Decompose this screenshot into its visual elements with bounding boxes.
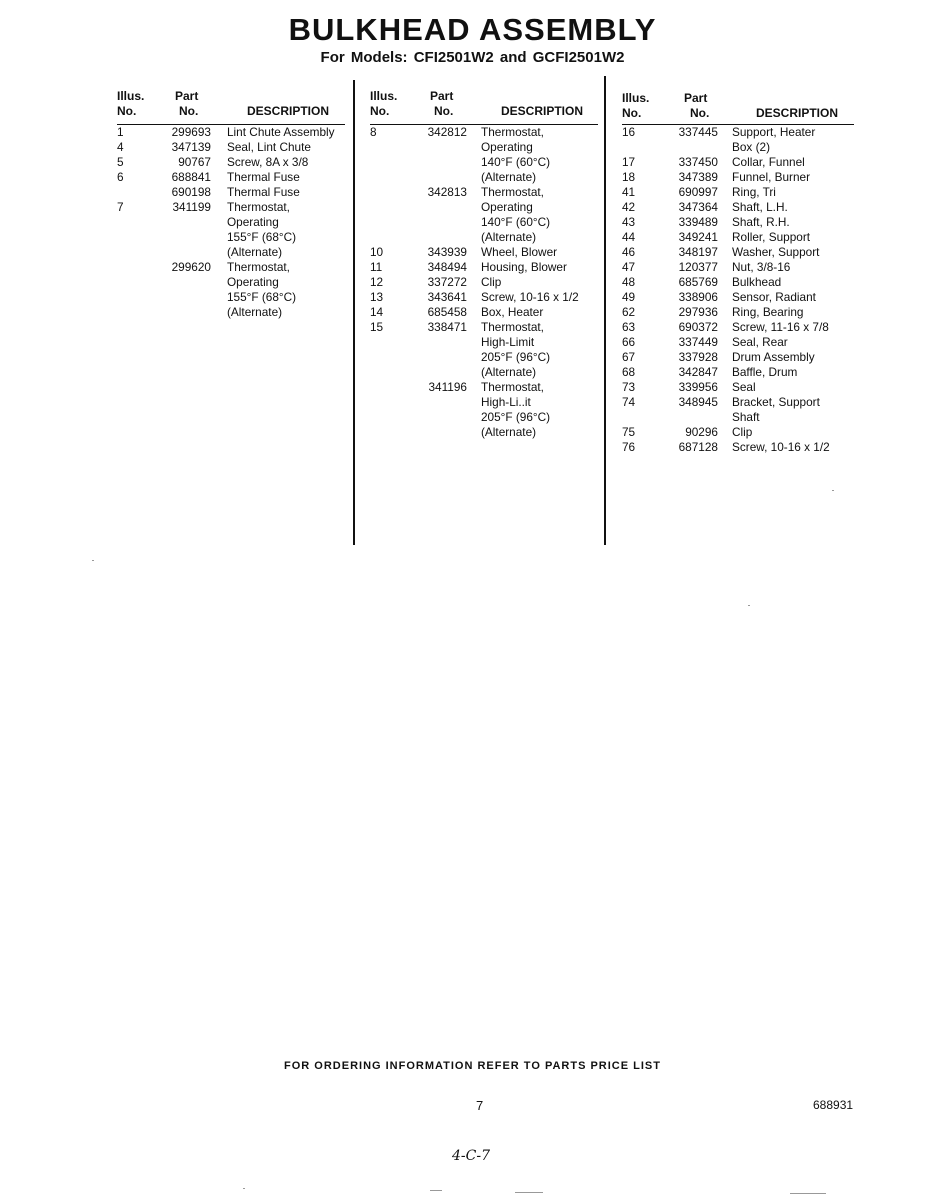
- illus-number: 14: [370, 305, 384, 319]
- scan-speck: [790, 1193, 826, 1194]
- page-subtitle: For Models: CFI2501W2 and GCFI2501W2: [320, 49, 625, 66]
- table-row: [370, 245, 598, 260]
- table-row: [117, 125, 345, 140]
- table-row: [622, 275, 854, 290]
- page-title: BULKHEAD ASSEMBLY: [288, 12, 657, 47]
- part-description: Ring, Bearing: [732, 305, 804, 319]
- header-description: DESCRIPTION: [501, 104, 584, 118]
- part-description: Operating: [227, 215, 279, 229]
- part-number: 337928: [678, 350, 718, 364]
- part-description: Funnel, Burner: [732, 170, 811, 184]
- part-number: 120377: [678, 260, 718, 274]
- table-row: [370, 365, 598, 380]
- table-row: [370, 320, 598, 335]
- part-description: Shaft, R.H.: [732, 215, 790, 229]
- part-description: 205°F (96°C): [481, 350, 551, 364]
- part-number: 347364: [678, 200, 718, 214]
- table-row: [117, 215, 345, 230]
- parts-column-1: [117, 88, 345, 320]
- table-row: [622, 155, 854, 170]
- table-row: [117, 290, 345, 305]
- illus-number: 73: [622, 380, 636, 394]
- table-row: [622, 140, 854, 155]
- column-header: [117, 88, 345, 125]
- part-description: Ring, Tri: [732, 185, 776, 199]
- part-description: Shaft: [732, 410, 760, 424]
- table-row: [622, 125, 854, 140]
- part-description: Support, Heater: [732, 125, 816, 139]
- part-description: Thermostat,: [227, 200, 290, 214]
- illus-number: 1: [117, 125, 124, 139]
- table-row: [370, 230, 598, 245]
- table-row: [370, 140, 598, 155]
- illus-number: 66: [622, 335, 636, 349]
- part-number: 90767: [178, 155, 211, 169]
- header-part-1: Part: [430, 89, 454, 103]
- header-illus-2: No.: [117, 104, 137, 118]
- part-number: 299620: [171, 260, 211, 274]
- illus-number: 48: [622, 275, 636, 289]
- table-row: [370, 185, 598, 200]
- table-row: [622, 365, 854, 380]
- parts-column-3: [622, 88, 854, 455]
- part-number: 299693: [171, 125, 211, 139]
- part-number: 341199: [172, 200, 211, 214]
- illus-number: 76: [622, 440, 636, 454]
- part-number: 337445: [678, 125, 718, 139]
- part-description: (Alternate): [227, 305, 283, 319]
- handwritten-note: 4-C-7: [452, 1148, 490, 1164]
- part-description: Screw, 10-16 x 1/2: [732, 440, 830, 454]
- table-row: [370, 155, 598, 170]
- illus-number: 17: [622, 155, 636, 169]
- parts-rows: [622, 125, 854, 455]
- table-row: [370, 410, 598, 425]
- illus-number: 68: [622, 365, 636, 379]
- illus-number: 5: [117, 155, 124, 169]
- part-description: Thermostat,: [227, 260, 290, 274]
- illus-number: 18: [622, 170, 636, 184]
- illus-number: 10: [370, 245, 384, 259]
- scan-speck: [748, 605, 750, 606]
- part-description: (Alternate): [481, 425, 537, 439]
- table-row: [370, 290, 598, 305]
- part-description: Sensor, Radiant: [732, 290, 816, 304]
- column-divider-1: [353, 80, 355, 545]
- column-divider-2: [604, 76, 606, 545]
- table-row: [622, 170, 854, 185]
- part-number: 347389: [678, 170, 718, 184]
- table-row: [370, 305, 598, 320]
- table-row: [117, 260, 345, 275]
- part-number: 688841: [171, 170, 211, 184]
- table-row: [622, 425, 854, 440]
- part-description: Seal: [732, 380, 756, 394]
- table-row: [117, 140, 345, 155]
- part-number: 348945: [678, 395, 718, 409]
- table-row: [117, 200, 345, 215]
- table-row: [370, 125, 598, 140]
- part-description: 205°F (96°C): [481, 410, 551, 424]
- part-number: 348197: [678, 245, 718, 259]
- part-description: Lint Chute Assembly: [227, 125, 335, 139]
- header-part-2: No.: [690, 106, 710, 120]
- part-description: Washer, Support: [732, 245, 820, 259]
- illus-number: 7: [117, 200, 124, 214]
- table-row: [622, 230, 854, 245]
- part-description: Screw, 8A x 3/8: [227, 155, 309, 169]
- part-description: 140°F (60°C): [481, 215, 551, 229]
- header-description: DESCRIPTION: [756, 106, 839, 120]
- illus-number: 12: [370, 275, 384, 289]
- header-illus-2: No.: [370, 104, 390, 118]
- table-row: [370, 215, 598, 230]
- table-row: [622, 395, 854, 410]
- part-number: 687128: [678, 440, 718, 454]
- header-part-1: Part: [175, 89, 199, 103]
- part-description: Shaft, L.H.: [732, 200, 788, 214]
- illus-number: 67: [622, 350, 636, 364]
- illus-number: 13: [370, 290, 384, 304]
- part-number: 337272: [427, 275, 467, 289]
- part-description: (Alternate): [481, 365, 537, 379]
- ordering-note: FOR ORDERING INFORMATION REFER TO PARTS PRICE LIST: [284, 1060, 661, 1072]
- part-description: Roller, Support: [732, 230, 811, 244]
- table-row: [370, 350, 598, 365]
- illus-number: 62: [622, 305, 636, 319]
- table-row: [117, 155, 345, 170]
- part-number: 342813: [427, 185, 467, 199]
- header-part-2: No.: [179, 104, 199, 118]
- part-description: Screw, 10-16 x 1/2: [481, 290, 579, 304]
- table-row: [370, 260, 598, 275]
- table-row: [622, 200, 854, 215]
- table-row: [622, 305, 854, 320]
- table-row: [117, 305, 345, 320]
- parts-column-2: [370, 88, 598, 440]
- illus-number: 8: [370, 125, 377, 139]
- table-row: [117, 275, 345, 290]
- part-description: Box (2): [732, 140, 771, 154]
- table-row: [370, 275, 598, 290]
- header-illus-2: No.: [622, 106, 642, 120]
- part-description: Thermostat,: [481, 320, 544, 334]
- part-number: 297936: [678, 305, 718, 319]
- table-row: [622, 320, 854, 335]
- illus-number: 16: [622, 125, 636, 139]
- part-description: 155°F (68°C): [227, 290, 297, 304]
- scan-speck: [515, 1192, 543, 1193]
- part-description: (Alternate): [227, 245, 283, 259]
- part-number: 690372: [678, 320, 718, 334]
- document-number: 688931: [813, 1098, 854, 1112]
- illus-number: 6: [117, 170, 124, 184]
- part-description: Operating: [227, 275, 279, 289]
- illus-number: 44: [622, 230, 636, 244]
- part-description: Thermostat,: [481, 125, 544, 139]
- table-row: [117, 230, 345, 245]
- illus-number: 46: [622, 245, 636, 259]
- part-number: 342812: [427, 125, 467, 139]
- header-illus-1: Illus.: [370, 89, 398, 103]
- table-row: [370, 170, 598, 185]
- part-description: Nut, 3/8-16: [732, 260, 791, 274]
- part-number: 342847: [678, 365, 718, 379]
- illus-number: 41: [622, 185, 636, 199]
- part-description: Housing, Blower: [481, 260, 567, 274]
- part-number: 90296: [685, 425, 718, 439]
- table-row: [622, 440, 854, 455]
- table-row: [622, 290, 854, 305]
- part-description: Clip: [732, 425, 753, 439]
- part-description: Thermostat,: [481, 380, 544, 394]
- part-description: (Alternate): [481, 170, 537, 184]
- table-row: [622, 335, 854, 350]
- parts-rows: [117, 125, 345, 320]
- part-description: Baffle, Drum: [732, 365, 798, 379]
- part-number: 349241: [678, 230, 718, 244]
- table-row: [622, 410, 854, 425]
- illus-number: 74: [622, 395, 636, 409]
- page-number: 7: [476, 1098, 484, 1113]
- table-row: [622, 185, 854, 200]
- part-number: 690198: [171, 185, 211, 199]
- table-row: [370, 200, 598, 215]
- scan-speck: [832, 490, 834, 491]
- table-row: [370, 425, 598, 440]
- part-number: 338906: [678, 290, 718, 304]
- part-number: 347139: [171, 140, 211, 154]
- table-row: [622, 260, 854, 275]
- part-description: Box, Heater: [481, 305, 544, 319]
- part-description: Wheel, Blower: [481, 245, 558, 259]
- table-row: [117, 170, 345, 185]
- scan-speck: [243, 1188, 245, 1189]
- part-number: 343939: [427, 245, 467, 259]
- illus-number: 4: [117, 140, 124, 154]
- illus-number: 43: [622, 215, 636, 229]
- part-description: 155°F (68°C): [227, 230, 297, 244]
- part-number: 341196: [428, 380, 467, 394]
- part-description: Thermostat,: [481, 185, 544, 199]
- header-part-1: Part: [684, 91, 708, 105]
- illus-number: 63: [622, 320, 636, 334]
- part-number: 685458: [427, 305, 467, 319]
- table-row: [622, 245, 854, 260]
- table-row: [622, 350, 854, 365]
- table-row: [117, 185, 345, 200]
- part-description: Drum Assembly: [732, 350, 815, 364]
- part-description: Seal, Rear: [732, 335, 788, 349]
- illus-number: 49: [622, 290, 636, 304]
- part-description: Operating: [481, 140, 533, 154]
- illus-number: 11: [370, 260, 383, 274]
- table-row: [622, 215, 854, 230]
- header-part-2: No.: [434, 104, 454, 118]
- part-number: 337449: [678, 335, 718, 349]
- column-header: [622, 88, 854, 125]
- illus-number: 47: [622, 260, 636, 274]
- parts-rows: [370, 125, 598, 440]
- header-illus-1: Illus.: [117, 89, 145, 103]
- table-row: [622, 380, 854, 395]
- scan-speck: [430, 1190, 442, 1191]
- part-number: 685769: [678, 275, 718, 289]
- table-row: [370, 380, 598, 395]
- part-description: Thermal Fuse: [227, 185, 300, 199]
- part-description: Screw, 11-16 x 7/8: [732, 320, 829, 334]
- table-row: [117, 245, 345, 260]
- part-description: High-Li..it: [481, 395, 531, 409]
- part-description: High-Limit: [481, 335, 535, 349]
- part-description: 140°F (60°C): [481, 155, 551, 169]
- part-description: Seal, Lint Chute: [227, 140, 311, 154]
- part-description: Operating: [481, 200, 533, 214]
- column-header: [370, 88, 598, 125]
- part-number: 339489: [678, 215, 718, 229]
- part-number: 337450: [678, 155, 718, 169]
- table-row: [370, 335, 598, 350]
- illus-number: 75: [622, 425, 636, 439]
- part-description: Bracket, Support: [732, 395, 820, 409]
- illus-number: 42: [622, 200, 636, 214]
- part-description: Collar, Funnel: [732, 155, 805, 169]
- scan-speck: [92, 560, 94, 561]
- header-description: DESCRIPTION: [247, 104, 330, 118]
- part-number: 339956: [678, 380, 718, 394]
- illus-number: 15: [370, 320, 384, 334]
- part-description: Clip: [481, 275, 502, 289]
- part-number: 348494: [427, 260, 467, 274]
- part-number: 690997: [678, 185, 718, 199]
- part-description: Bulkhead: [732, 275, 782, 289]
- header-illus-1: Illus.: [622, 91, 650, 105]
- part-description: Thermal Fuse: [227, 170, 300, 184]
- part-number: 338471: [427, 320, 467, 334]
- part-number: 343641: [427, 290, 467, 304]
- table-row: [370, 395, 598, 410]
- part-description: (Alternate): [481, 230, 537, 244]
